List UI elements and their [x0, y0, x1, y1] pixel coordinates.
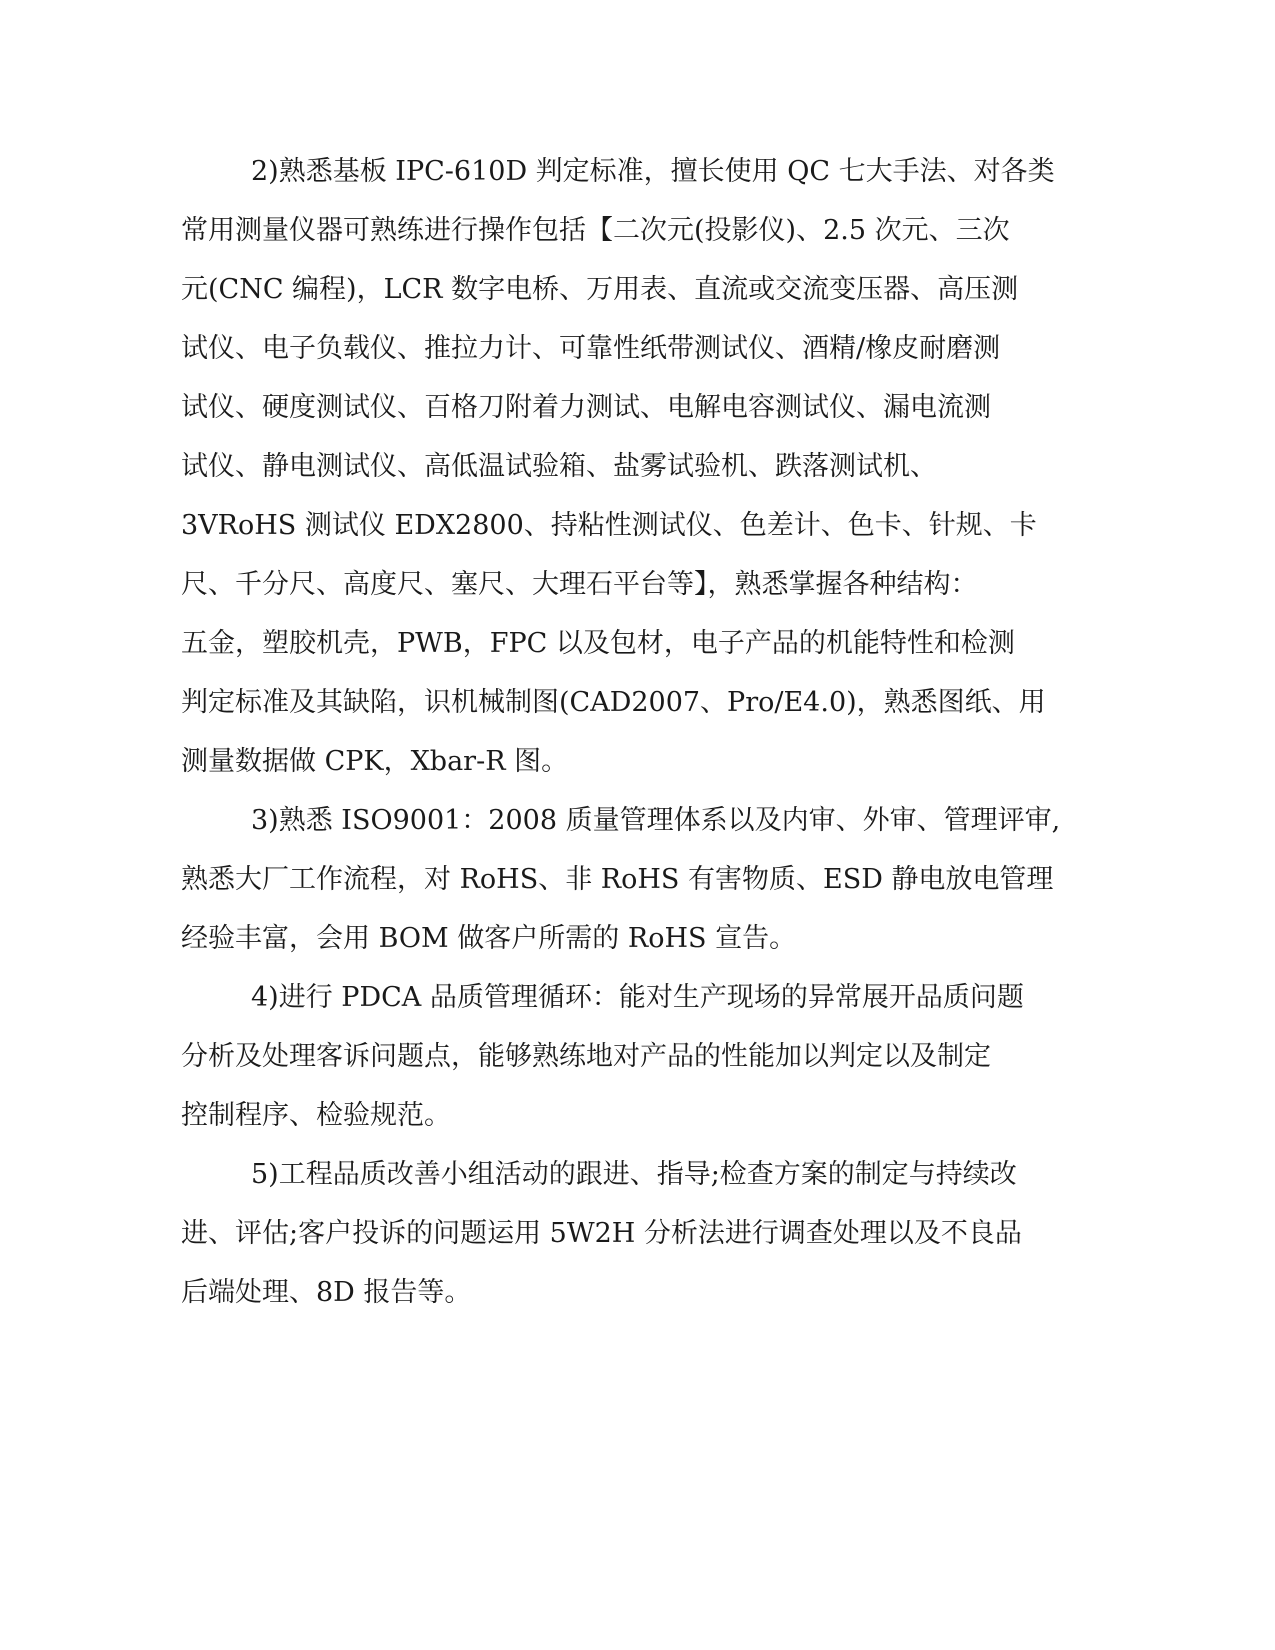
paragraph-2-line-8: 尺、千分尺、高度尺、塞尺、大理石平台等】，熟悉掌握各种结构： — [181, 569, 978, 600]
paragraph-2-line-3: 元(CNC 编程)，LCR 数字电桥、万用表、直流或交流变压器、高压测 — [181, 274, 1019, 305]
paragraph-2-line-2: 常用测量仪器可熟练进行操作包括【二次元(投影仪)、2.5 次元、三次 — [181, 215, 1010, 246]
paragraph-2-line-9: 五金，塑胶机壳，PWB，FPC 以及包材，电子产品的机能特性和检测 — [181, 628, 1015, 659]
paragraph-5-line-2: 进、评估;客户投诉的问题运用 5W2H 分析法进行调查处理以及不良品 — [181, 1218, 1022, 1249]
paragraph-3-line-2: 熟悉大厂工作流程，对 RoHS、非 RoHS 有害物质、ESD 静电放电管理 — [181, 864, 1054, 895]
paragraph-4-line-1: 4)进行 PDCA 品质管理循环：能对生产现场的异常展开品质问题 — [251, 982, 1024, 1013]
paragraph-5-line-1: 5)工程品质改善小组活动的跟进、指导;检查方案的制定与持续改 — [251, 1159, 1017, 1190]
paragraph-2-line-11: 测量数据做 CPK，Xbar-R 图。 — [181, 746, 569, 777]
paragraph-2-line-5: 试仪、硬度测试仪、百格刀附着力测试、电解电容测试仪、漏电流测 — [181, 392, 991, 423]
paragraph-2-line-10: 判定标准及其缺陷，识机械制图(CAD2007、Pro/E4.0)，熟悉图纸、用 — [181, 687, 1046, 718]
paragraph-2-line-1: 2)熟悉基板 IPC-610D 判定标准，擅长使用 QC 七大手法、对各类 — [251, 156, 1055, 187]
paragraph-2-line-4: 试仪、电子负载仪、推拉力计、可靠性纸带测试仪、酒精/橡皮耐磨测 — [181, 333, 1001, 364]
paragraph-2-line-7: 3VRoHS 测试仪 EDX2800、持粘性测试仪、色差计、色卡、针规、卡 — [181, 510, 1037, 541]
paragraph-4-line-2: 分析及处理客诉问题点，能够熟练地对产品的性能加以判定以及制定 — [181, 1041, 991, 1072]
paragraph-5-line-3: 后端处理、8D 报告等。 — [181, 1277, 472, 1308]
paragraph-4-line-3: 控制程序、检验规范。 — [181, 1100, 451, 1131]
paragraph-3-line-3: 经验丰富，会用 BOM 做客户所需的 RoHS 宣告。 — [181, 923, 797, 954]
paragraph-3-line-1: 3)熟悉 ISO9001：2008 质量管理体系以及内审、外审、管理评审, — [251, 805, 1061, 836]
paragraph-2-line-6: 试仪、静电测试仪、高低温试验箱、盐雾试验机、跌落测试机、 — [181, 451, 937, 482]
